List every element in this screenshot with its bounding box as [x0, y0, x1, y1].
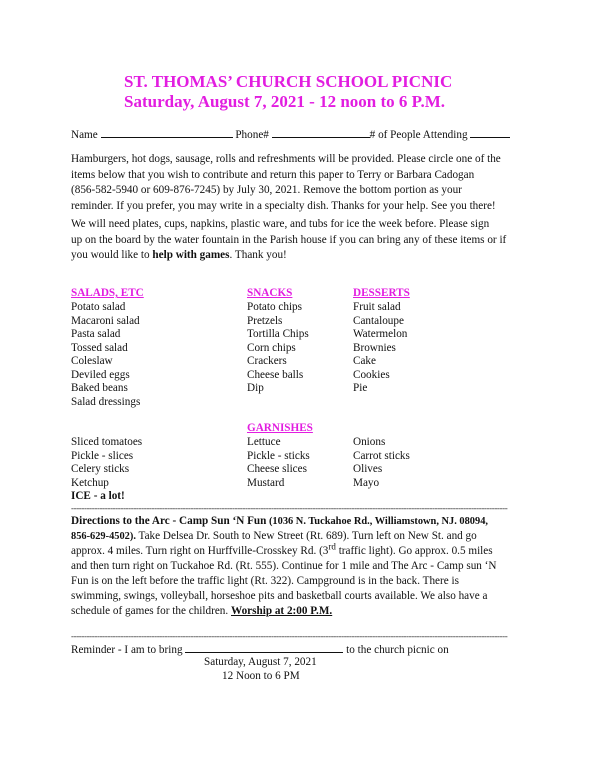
list-item[interactable]: Potato chips [247, 301, 303, 313]
directions-line: swimming, swings, volleyball, horseshoe pits and basketball courts available. We also have a [71, 590, 488, 602]
list-item[interactable]: Salad dressings [71, 395, 141, 408]
list-item[interactable]: Tossed salad [71, 341, 128, 354]
list-item-ice[interactable]: ICE - a lot! [71, 490, 125, 502]
directions-line: schedule of games for the children. Worship at 2:00 P.M. [71, 605, 333, 617]
directions-phone: 856-629-4502). [71, 531, 136, 542]
list-item[interactable]: Mayo [353, 476, 380, 489]
garnishes-list-2 [247, 436, 310, 490]
list-item[interactable]: Pasta salad [71, 328, 121, 340]
directions-paragraph [71, 514, 496, 619]
list-item[interactable]: Sliced tomatoes [71, 436, 143, 448]
help-with-games: help with games [152, 249, 230, 261]
list-item[interactable]: Cake [353, 355, 376, 367]
attending-field[interactable] [470, 127, 510, 138]
supplies-line: We will need plates, cups, napkins, plastic ware, and tubs for ice the week before. Please sign [71, 218, 490, 230]
directions-line [71, 514, 496, 529]
list-item[interactable]: Corn chips [247, 341, 296, 354]
snacks-list [247, 301, 309, 396]
intro-line: reminder. If you prefer, you may write in a specialty dish. Thanks for your help. See you there! [71, 199, 496, 212]
garnishes-list-1 [71, 436, 142, 504]
reminder-label: Reminder - I am to bring [71, 644, 183, 656]
cut-line: ------------------------------------------------------------------------------------------------------------------------------------------------------------------------ [71, 631, 508, 641]
intro-line: items below that you wish to contribute and return this paper to Terry or Barbara Cadogan [71, 168, 475, 181]
list-item[interactable]: Lettuce [247, 436, 281, 448]
intro-paragraph [71, 152, 541, 214]
directions-line: approx. 4 miles. Turn right on Hurffville-Crosskey Rd. (3rd traffic light). Go approx. 0.5 miles [71, 541, 493, 557]
supplies-line: up on the board by the water fountain in the Parish house if you can bring any of these items or if [71, 233, 507, 246]
list-item[interactable]: Baked beans [71, 382, 128, 394]
salads-heading: SALADS, ETC [71, 287, 144, 299]
list-item[interactable]: Potato salad [71, 301, 126, 313]
directions-line: Fun is on the left before the traffic light (Rt. 322). Campground is in the back. There is [71, 575, 459, 587]
list-item[interactable]: Crackers [247, 355, 287, 367]
list-item[interactable]: Celery sticks [71, 463, 130, 475]
cut-line: ------------------------------------------------------------------------------------------------------------------------------------------------------------------------ [71, 503, 508, 513]
snacks-heading: SNACKS [247, 287, 293, 299]
directions-line: and then turn right on Tuckahoe Rd. (Rt. 555). Continue for 1 mile and The Arc - Camp sun ‘N [71, 560, 497, 572]
directions-heading: Directions to the Arc - Camp Sun ‘N Fun [71, 515, 267, 527]
list-item[interactable]: Pickle - sticks [247, 449, 310, 462]
phone-field[interactable] [272, 127, 370, 138]
intro-line: Hamburgers, hot dogs, sausage, rolls and refreshments will be provided. Please circle one of the [71, 153, 501, 165]
directions-address: (1036 N. Tuckahoe Rd., Williamstown, NJ. 08094, [266, 516, 488, 527]
list-item[interactable]: Cheese slices [247, 463, 307, 475]
list-item[interactable]: Carrot sticks [353, 449, 410, 462]
list-item[interactable]: Ketchup [71, 476, 109, 489]
name-field[interactable] [101, 127, 233, 138]
reminder-time: 12 Noon to 6 PM [222, 670, 300, 682]
list-item[interactable]: Olives [353, 463, 383, 475]
garnishes-heading: GARNISHES [247, 422, 313, 434]
list-item[interactable]: Fruit salad [353, 301, 401, 313]
event-date-time: Saturday, August 7, 2021 - 12 noon to 6 P.M. [124, 92, 446, 111]
form-line [71, 127, 510, 143]
worship-time: Worship at 2:00 P.M. [231, 605, 333, 617]
attending-label: # of People Attending [369, 129, 468, 141]
page-title: ST. THOMAS’ CHURCH SCHOOL PICNIC [124, 72, 453, 91]
reminder-suffix: to the church picnic on [346, 644, 449, 656]
directions-line: 856-629-4502). Take Delsea Dr. South to New Street (Rt. 689). Turn left on New St. and go [71, 530, 477, 542]
reminder-date: Saturday, August 7, 2021 [204, 656, 317, 668]
supplies-line: you would like to help with games. Thank you! [71, 249, 287, 261]
phone-label: Phone# [235, 129, 269, 141]
list-item[interactable]: Deviled eggs [71, 368, 130, 381]
intro-line: (856-582-5940 or 609-876-7245) by July 30, 2021. Remove the bottom portion as your [71, 184, 462, 196]
list-item[interactable]: Dip [247, 382, 264, 394]
garnishes-list-3 [353, 436, 410, 490]
list-item[interactable]: Pretzels [247, 314, 283, 327]
list-item[interactable]: Onions [353, 436, 386, 448]
list-item[interactable]: Pie [353, 382, 368, 394]
desserts-heading: DESSERTS [353, 287, 410, 299]
list-item[interactable]: Pickle - slices [71, 449, 134, 462]
desserts-list [353, 301, 407, 396]
list-item[interactable]: Cantaloupe [353, 314, 404, 327]
supplies-paragraph [71, 217, 541, 264]
list-item[interactable]: Macaroni salad [71, 314, 140, 327]
list-item[interactable]: Mustard [247, 476, 285, 489]
salads-list [71, 301, 140, 409]
list-item[interactable]: Cheese balls [247, 368, 304, 381]
list-item[interactable]: Coleslaw [71, 355, 113, 367]
reminder-item-field[interactable] [185, 642, 343, 653]
list-item[interactable]: Cookies [353, 368, 390, 381]
list-item[interactable]: Watermelon [353, 328, 408, 340]
list-item[interactable]: Brownies [353, 341, 396, 354]
name-label: Name [71, 129, 98, 141]
list-item[interactable]: Tortilla Chips [247, 328, 309, 340]
